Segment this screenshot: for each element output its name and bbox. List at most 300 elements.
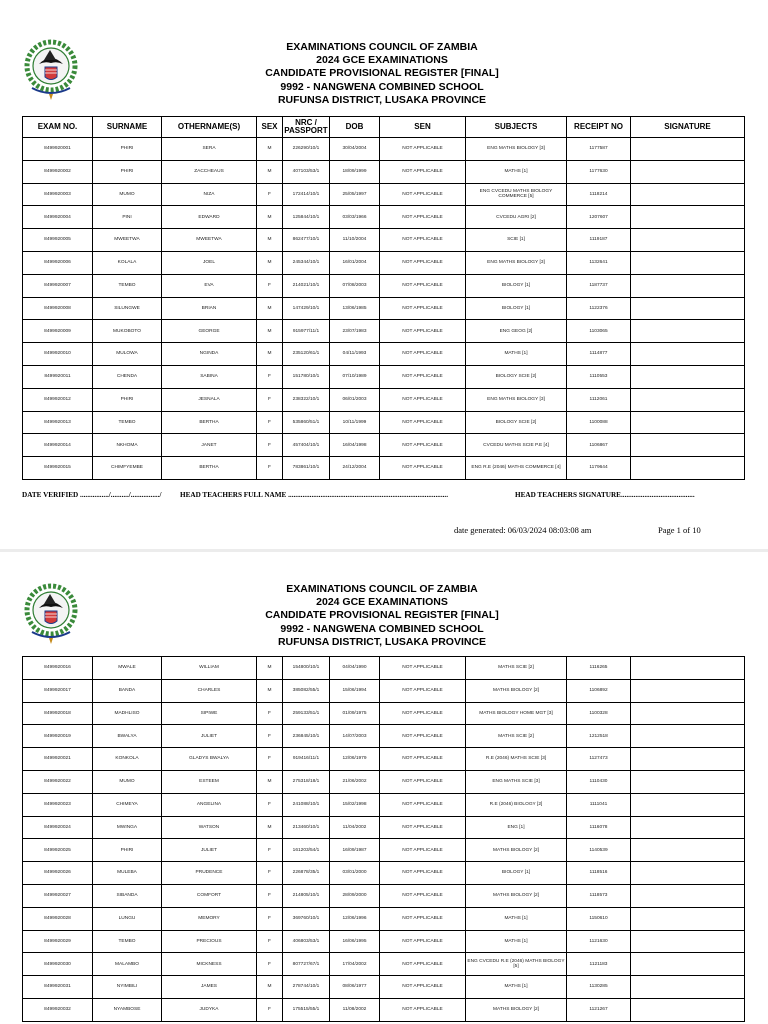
header-school: 9992 - NANGWENA COMBINED SCHOOL xyxy=(280,622,484,635)
cell-exam-no: 8499920019 xyxy=(23,725,93,748)
cell-exam-no: 8499920022 xyxy=(23,770,93,793)
cell-dob: 12/06/1979 xyxy=(330,748,380,771)
cell-surname: BANDA xyxy=(93,679,162,702)
cell-nrc-passport: 278744/10/1 xyxy=(283,976,330,999)
cell-receipt-no: 1100088 xyxy=(567,411,631,434)
date-generated: date generated: 06/03/2024 08:03:08 am xyxy=(454,525,592,535)
cell-receipt-no: 1110553 xyxy=(567,365,631,388)
cell-othernames: MWEETWA xyxy=(162,229,257,252)
cell-othernames: COMFORT xyxy=(162,884,257,907)
cell-dob: 15/06/1994 xyxy=(330,679,380,702)
cell-sen: NOT APPLICABLE xyxy=(380,770,466,793)
cell-exam-no: 8499920028 xyxy=(23,907,93,930)
cell-nrc-passport: 457404/10/1 xyxy=(283,434,330,457)
cell-surname: CHIMEYA xyxy=(93,793,162,816)
cell-subjects: MATHS BIOLOGY [2] xyxy=(466,679,567,702)
header-council: EXAMINATIONS COUNCIL OF ZAMBIA xyxy=(286,583,478,595)
cell-sex: M xyxy=(257,816,283,839)
cell-exam-no: 8499920023 xyxy=(23,793,93,816)
header-district: RUFUNSA DISTRICT, LUSAKA PROVINCE xyxy=(277,93,487,106)
cell-othernames: MEMORY xyxy=(162,907,257,930)
cell-receipt-no: 1118516 xyxy=(567,862,631,885)
cell-othernames: WATSON xyxy=(162,816,257,839)
cell-othernames: GLADYS BWALYA xyxy=(162,748,257,771)
date-verified-field: DATE VERIFIED ................/........../................/ xyxy=(22,491,162,499)
candidate-table-page-1 xyxy=(22,116,745,480)
cell-sex: F xyxy=(257,274,283,297)
cell-signature xyxy=(631,388,745,411)
cell-signature xyxy=(631,297,745,320)
cell-surname: MUMO xyxy=(93,770,162,793)
document-header xyxy=(180,41,584,107)
cell-sen: NOT APPLICABLE xyxy=(380,343,466,366)
table-row xyxy=(23,862,745,885)
cell-othernames: CHARLES xyxy=(162,679,257,702)
cell-receipt-no: 1150610 xyxy=(567,907,631,930)
cell-surname: NYIMBILI xyxy=(93,976,162,999)
cell-signature xyxy=(631,953,745,976)
cell-exam-no: 8499920008 xyxy=(23,297,93,320)
cell-sen: NOT APPLICABLE xyxy=(380,976,466,999)
cell-signature xyxy=(631,748,745,771)
cell-exam-no: 8499920015 xyxy=(23,457,93,480)
cell-surname: MUKOBOTO xyxy=(93,320,162,343)
cell-sen: NOT APPLICABLE xyxy=(380,748,466,771)
header-school: 9992 - NANGWENA COMBINED SCHOOL xyxy=(280,80,484,93)
cell-sen: NOT APPLICABLE xyxy=(380,251,466,274)
cell-surname: SIBANDA xyxy=(93,884,162,907)
table-header-row xyxy=(23,117,745,138)
cell-subjects: MATHS [1] xyxy=(466,907,567,930)
cell-receipt-no: 1112061 xyxy=(567,388,631,411)
cell-exam-no: 8499920021 xyxy=(23,748,93,771)
cell-receipt-no: 1130285 xyxy=(567,976,631,999)
cell-subjects: BIOLOGY [1] xyxy=(466,274,567,297)
cell-sex: F xyxy=(257,953,283,976)
table-row xyxy=(23,160,745,183)
cell-othernames: SABINA xyxy=(162,365,257,388)
column-header-surname: SURNAME xyxy=(93,117,162,138)
cell-sex: M xyxy=(257,251,283,274)
cell-surname: MULEBA xyxy=(93,862,162,885)
cell-sex: F xyxy=(257,434,283,457)
cell-exam-no: 8499920013 xyxy=(23,411,93,434)
cell-exam-no: 8499920011 xyxy=(23,365,93,388)
cell-othernames: JUDYKA xyxy=(162,998,257,1021)
cell-othernames: JULIET xyxy=(162,725,257,748)
cell-exam-no: 8499920016 xyxy=(23,657,93,680)
cell-signature xyxy=(631,343,745,366)
cell-nrc-passport: 214021/10/1 xyxy=(283,274,330,297)
cell-nrc-passport: 783861/10/1 xyxy=(283,457,330,480)
cell-surname: NKHOMA xyxy=(93,434,162,457)
candidate-table-page-2 xyxy=(22,656,745,1022)
table-row xyxy=(23,183,745,206)
cell-dob: 10/11/1999 xyxy=(330,411,380,434)
ecz-coat-of-arms-logo xyxy=(22,580,80,652)
cell-signature xyxy=(631,138,745,161)
cell-signature xyxy=(631,320,745,343)
cell-subjects: SCIE [1] xyxy=(466,229,567,252)
cell-nrc-passport: 238322/10/1 xyxy=(283,388,330,411)
table-row xyxy=(23,953,745,976)
cell-signature xyxy=(631,457,745,480)
cell-receipt-no: 1119187 xyxy=(567,229,631,252)
cell-exam-no: 8499920025 xyxy=(23,839,93,862)
cell-surname: PINI xyxy=(93,206,162,229)
cell-dob: 18/09/1999 xyxy=(330,160,380,183)
cell-exam-no: 8499920007 xyxy=(23,274,93,297)
cell-sex: F xyxy=(257,183,283,206)
table-row xyxy=(23,793,745,816)
cell-dob: 07/10/1989 xyxy=(330,365,380,388)
cell-receipt-no: 1207607 xyxy=(567,206,631,229)
table-row xyxy=(23,434,745,457)
cell-surname: PHIRI xyxy=(93,388,162,411)
cell-dob: 01/09/1975 xyxy=(330,702,380,725)
table-row xyxy=(23,998,745,1021)
cell-signature xyxy=(631,862,745,885)
cell-nrc-passport: 226290/10/1 xyxy=(283,138,330,161)
cell-sex: F xyxy=(257,411,283,434)
column-header-dob: DOB xyxy=(330,117,380,138)
cell-othernames: JAMES xyxy=(162,976,257,999)
cell-receipt-no: 1179644 xyxy=(567,457,631,480)
cell-subjects: ENG MATHS SCIE [3] xyxy=(466,770,567,793)
column-header-receipt-no: RECEIPT NO xyxy=(567,117,631,138)
cell-subjects: ENG CVCEDU MATHS BIOLOGY COMMERCE [5] xyxy=(466,183,567,206)
cell-sex: F xyxy=(257,862,283,885)
cell-sex: M xyxy=(257,679,283,702)
cell-nrc-passport: 213460/10/1 xyxy=(283,816,330,839)
cell-exam-no: 8499920012 xyxy=(23,388,93,411)
header-council: EXAMINATIONS COUNCIL OF ZAMBIA xyxy=(286,41,478,53)
cell-exam-no: 8499920017 xyxy=(23,679,93,702)
cell-dob: 16/09/1987 xyxy=(330,839,380,862)
cell-othernames: PRECIOUS xyxy=(162,930,257,953)
cell-sex: M xyxy=(257,297,283,320)
cell-dob: 13/06/1985 xyxy=(330,297,380,320)
cell-receipt-no: 1103065 xyxy=(567,320,631,343)
cell-surname: CHENDA xyxy=(93,365,162,388)
cell-receipt-no: 1118214 xyxy=(567,183,631,206)
cell-dob: 16/04/1998 xyxy=(330,434,380,457)
cell-nrc-passport: 915977/11/1 xyxy=(283,320,330,343)
table-row xyxy=(23,657,745,680)
cell-sex: F xyxy=(257,702,283,725)
cell-receipt-no: 1187737 xyxy=(567,274,631,297)
cell-exam-no: 8499920031 xyxy=(23,976,93,999)
page-number: Page 1 of 10 xyxy=(658,525,701,535)
cell-signature xyxy=(631,160,745,183)
cell-sen: NOT APPLICABLE xyxy=(380,702,466,725)
cell-othernames: JOEL xyxy=(162,251,257,274)
cell-dob: 24/12/2004 xyxy=(330,457,380,480)
cell-subjects: MATHS BIOLOGY HOME MGT [3] xyxy=(466,702,567,725)
cell-sex: M xyxy=(257,343,283,366)
table-row xyxy=(23,320,745,343)
cell-sen: NOT APPLICABLE xyxy=(380,320,466,343)
cell-dob: 15/02/1998 xyxy=(330,793,380,816)
cell-nrc-passport: 245344/10/1 xyxy=(283,251,330,274)
cell-sex: M xyxy=(257,657,283,680)
cell-sex: F xyxy=(257,884,283,907)
cell-dob: 16/01/2004 xyxy=(330,251,380,274)
cell-subjects: MATHS SCIE [2] xyxy=(466,657,567,680)
cell-receipt-no: 1127473 xyxy=(567,748,631,771)
table-row xyxy=(23,702,745,725)
cell-subjects: R.E (2046) MATHS SCIE [3] xyxy=(466,748,567,771)
column-header-nrc-passport: NRC / PASSPORT xyxy=(283,117,330,138)
cell-sen: NOT APPLICABLE xyxy=(380,160,466,183)
table-row xyxy=(23,976,745,999)
cell-subjects: BIOLOGY [1] xyxy=(466,297,567,320)
cell-nrc-passport: 236845/10/1 xyxy=(283,725,330,748)
column-header-sex: SEX xyxy=(257,117,283,138)
cell-surname: KOLALA xyxy=(93,251,162,274)
cell-exam-no: 8499920018 xyxy=(23,702,93,725)
cell-subjects: MATHS [1] xyxy=(466,976,567,999)
cell-surname: MWEETWA xyxy=(93,229,162,252)
header-exam: 2024 GCE EXAMINATIONS xyxy=(316,54,448,67)
cell-subjects: MATHS SCIE [2] xyxy=(466,725,567,748)
cell-sen: NOT APPLICABLE xyxy=(380,998,466,1021)
cell-surname: LUNGU xyxy=(93,907,162,930)
column-header-signature: SIGNATURE xyxy=(631,117,745,138)
cell-exam-no: 8499920014 xyxy=(23,434,93,457)
cell-exam-no: 8499920024 xyxy=(23,816,93,839)
cell-receipt-no: 1140539 xyxy=(567,839,631,862)
cell-sex: M xyxy=(257,320,283,343)
cell-dob: 03/01/2000 xyxy=(330,862,380,885)
cell-surname: MALAMBO xyxy=(93,953,162,976)
cell-othernames: WILLIAM xyxy=(162,657,257,680)
cell-nrc-passport: 406803/53/1 xyxy=(283,930,330,953)
cell-subjects: MATHS BIOLOGY [2] xyxy=(466,998,567,1021)
cell-surname: BWALYA xyxy=(93,725,162,748)
cell-sex: F xyxy=(257,793,283,816)
cell-surname: TEMBO xyxy=(93,411,162,434)
cell-nrc-passport: 369760/10/1 xyxy=(283,907,330,930)
cell-nrc-passport: 407103/53/1 xyxy=(283,160,330,183)
cell-subjects: MATHS [1] xyxy=(466,160,567,183)
cell-othernames: BERTHA xyxy=(162,411,257,434)
cell-sex: M xyxy=(257,138,283,161)
cell-othernames: ZACCHEAUS xyxy=(162,160,257,183)
cell-surname: CHIMFYEMBE xyxy=(93,457,162,480)
cell-sen: NOT APPLICABLE xyxy=(380,365,466,388)
cell-receipt-no: 1177587 xyxy=(567,138,631,161)
cell-subjects: ENG GEOG [2] xyxy=(466,320,567,343)
cell-nrc-passport: 175515/55/1 xyxy=(283,998,330,1021)
cell-surname: SILUNGWE xyxy=(93,297,162,320)
cell-surname: NYAMBOSE xyxy=(93,998,162,1021)
cell-subjects: MATHS BIOLOGY [2] xyxy=(466,839,567,862)
cell-sen: NOT APPLICABLE xyxy=(380,793,466,816)
cell-dob: 14/07/2003 xyxy=(330,725,380,748)
cell-signature xyxy=(631,229,745,252)
cell-surname: MWINGA xyxy=(93,816,162,839)
cell-surname: MADHLISO xyxy=(93,702,162,725)
cell-nrc-passport: 161203/54/1 xyxy=(283,839,330,862)
column-header-subjects: SUBJECTS xyxy=(466,117,567,138)
cell-signature xyxy=(631,907,745,930)
cell-nrc-passport: 862477/10/1 xyxy=(283,229,330,252)
cell-othernames: SERA xyxy=(162,138,257,161)
table-row xyxy=(23,725,745,748)
cell-signature xyxy=(631,679,745,702)
cell-sex: M xyxy=(257,229,283,252)
cell-nrc-passport: 154800/10/1 xyxy=(283,657,330,680)
cell-signature xyxy=(631,206,745,229)
cell-sen: NOT APPLICABLE xyxy=(380,297,466,320)
cell-othernames: BRIAN xyxy=(162,297,257,320)
table-row xyxy=(23,930,745,953)
table-row xyxy=(23,770,745,793)
cell-dob: 04/11/1993 xyxy=(330,343,380,366)
header-register: CANDIDATE PROVISIONAL REGISTER [FINAL] xyxy=(265,67,499,80)
cell-sex: F xyxy=(257,839,283,862)
cell-exam-no: 8499920002 xyxy=(23,160,93,183)
cell-nrc-passport: 214805/10/1 xyxy=(283,884,330,907)
cell-signature xyxy=(631,183,745,206)
cell-sen: NOT APPLICABLE xyxy=(380,657,466,680)
cell-exam-no: 8499920006 xyxy=(23,251,93,274)
head-teacher-name-field: HEAD TEACHERS FULL NAME ......................................................................................... xyxy=(180,491,449,499)
cell-signature xyxy=(631,434,745,457)
cell-exam-no: 8499920004 xyxy=(23,206,93,229)
cell-subjects: MATHS [1] xyxy=(466,930,567,953)
cell-subjects: ENG R.E (2046) MATHS COMMERCE [4] xyxy=(466,457,567,480)
cell-dob: 28/09/2000 xyxy=(330,884,380,907)
table-row xyxy=(23,816,745,839)
cell-othernames: MICKNESS xyxy=(162,953,257,976)
cell-surname: PHIRI xyxy=(93,160,162,183)
cell-othernames: JANET xyxy=(162,434,257,457)
ecz-coat-of-arms-logo xyxy=(22,36,80,108)
cell-othernames: SIPIWE xyxy=(162,702,257,725)
cell-sex: F xyxy=(257,907,283,930)
cell-exam-no: 8499920005 xyxy=(23,229,93,252)
cell-surname: TEMBO xyxy=(93,930,162,953)
cell-sen: NOT APPLICABLE xyxy=(380,388,466,411)
cell-sex: M xyxy=(257,206,283,229)
cell-nrc-passport: 535860/51/1 xyxy=(283,411,330,434)
cell-othernames: JULIET xyxy=(162,839,257,862)
cell-dob: 25/05/1997 xyxy=(330,183,380,206)
cell-receipt-no: 1122376 xyxy=(567,297,631,320)
cell-dob: 23/07/1983 xyxy=(330,320,380,343)
cell-surname: KONKOLA xyxy=(93,748,162,771)
cell-sex: M xyxy=(257,160,283,183)
cell-dob: 07/08/2003 xyxy=(330,274,380,297)
cell-receipt-no: 1111041 xyxy=(567,793,631,816)
table-row xyxy=(23,251,745,274)
cell-subjects: ENG MATHS BIOLOGY [3] xyxy=(466,388,567,411)
cell-othernames: ANGELINA xyxy=(162,793,257,816)
cell-subjects: CVCEDU AGRI [2] xyxy=(466,206,567,229)
cell-othernames: EVA xyxy=(162,274,257,297)
cell-sen: NOT APPLICABLE xyxy=(380,930,466,953)
cell-nrc-passport: 226878/35/1 xyxy=(283,862,330,885)
cell-subjects: ENG [1] xyxy=(466,816,567,839)
cell-sen: NOT APPLICABLE xyxy=(380,907,466,930)
cell-signature xyxy=(631,930,745,953)
cell-exam-no: 8499920026 xyxy=(23,862,93,885)
cell-nrc-passport: 275318/18/1 xyxy=(283,770,330,793)
cell-signature xyxy=(631,411,745,434)
cell-receipt-no: 1121267 xyxy=(567,998,631,1021)
cell-signature xyxy=(631,976,745,999)
cell-signature xyxy=(631,274,745,297)
cell-exam-no: 8499920032 xyxy=(23,998,93,1021)
cell-sen: NOT APPLICABLE xyxy=(380,434,466,457)
cell-signature xyxy=(631,793,745,816)
cell-exam-no: 8499920003 xyxy=(23,183,93,206)
cell-othernames: BERTHA xyxy=(162,457,257,480)
cell-sen: NOT APPLICABLE xyxy=(380,457,466,480)
cell-receipt-no: 1121630 xyxy=(567,930,631,953)
cell-receipt-no: 1114877 xyxy=(567,343,631,366)
cell-subjects: ENG MATHS BIOLOGY [3] xyxy=(466,138,567,161)
document-header xyxy=(180,583,584,649)
table-row xyxy=(23,457,745,480)
cell-receipt-no: 1106892 xyxy=(567,679,631,702)
cell-sen: NOT APPLICABLE xyxy=(380,884,466,907)
cell-subjects: ENG CVCEDU R.E (2046) MATHS BIOLOGY [5] xyxy=(466,953,567,976)
cell-subjects: ENG MATHS BIOLOGY [3] xyxy=(466,251,567,274)
table-row xyxy=(23,229,745,252)
cell-signature xyxy=(631,251,745,274)
cell-sex: F xyxy=(257,457,283,480)
cell-dob: 08/06/1977 xyxy=(330,976,380,999)
cell-signature xyxy=(631,770,745,793)
cell-nrc-passport: 241088/10/1 xyxy=(283,793,330,816)
table-row xyxy=(23,206,745,229)
cell-signature xyxy=(631,365,745,388)
cell-sex: M xyxy=(257,976,283,999)
cell-receipt-no: 1118573 xyxy=(567,884,631,907)
cell-sen: NOT APPLICABLE xyxy=(380,816,466,839)
cell-nrc-passport: 125844/10/1 xyxy=(283,206,330,229)
table-row xyxy=(23,839,745,862)
cell-dob: 11/08/2002 xyxy=(330,998,380,1021)
cell-sen: NOT APPLICABLE xyxy=(380,206,466,229)
cell-nrc-passport: 919416/11/1 xyxy=(283,748,330,771)
cell-nrc-passport: 259133/51/1 xyxy=(283,702,330,725)
cell-surname: PHIRI xyxy=(93,839,162,862)
cell-subjects: BIOLOGY SCIE [2] xyxy=(466,411,567,434)
column-header-sen: SEN xyxy=(380,117,466,138)
table-row xyxy=(23,343,745,366)
cell-subjects: R.E (2046) BIOLOGY [2] xyxy=(466,793,567,816)
cell-receipt-no: 1116078 xyxy=(567,816,631,839)
cell-subjects: CVCEDU MATHS SCIE P.E [4] xyxy=(466,434,567,457)
cell-othernames: ESTEEM xyxy=(162,770,257,793)
cell-othernames: JESNALA xyxy=(162,388,257,411)
cell-dob: 11/04/2002 xyxy=(330,816,380,839)
table-row xyxy=(23,297,745,320)
cell-sen: NOT APPLICABLE xyxy=(380,725,466,748)
cell-sex: M xyxy=(257,770,283,793)
cell-nrc-passport: 151780/10/1 xyxy=(283,365,330,388)
cell-receipt-no: 1110430 xyxy=(567,770,631,793)
cell-sen: NOT APPLICABLE xyxy=(380,953,466,976)
cell-nrc-passport: 172414/10/1 xyxy=(283,183,330,206)
cell-receipt-no: 1116265 xyxy=(567,657,631,680)
table-row xyxy=(23,679,745,702)
cell-exam-no: 8499920027 xyxy=(23,884,93,907)
